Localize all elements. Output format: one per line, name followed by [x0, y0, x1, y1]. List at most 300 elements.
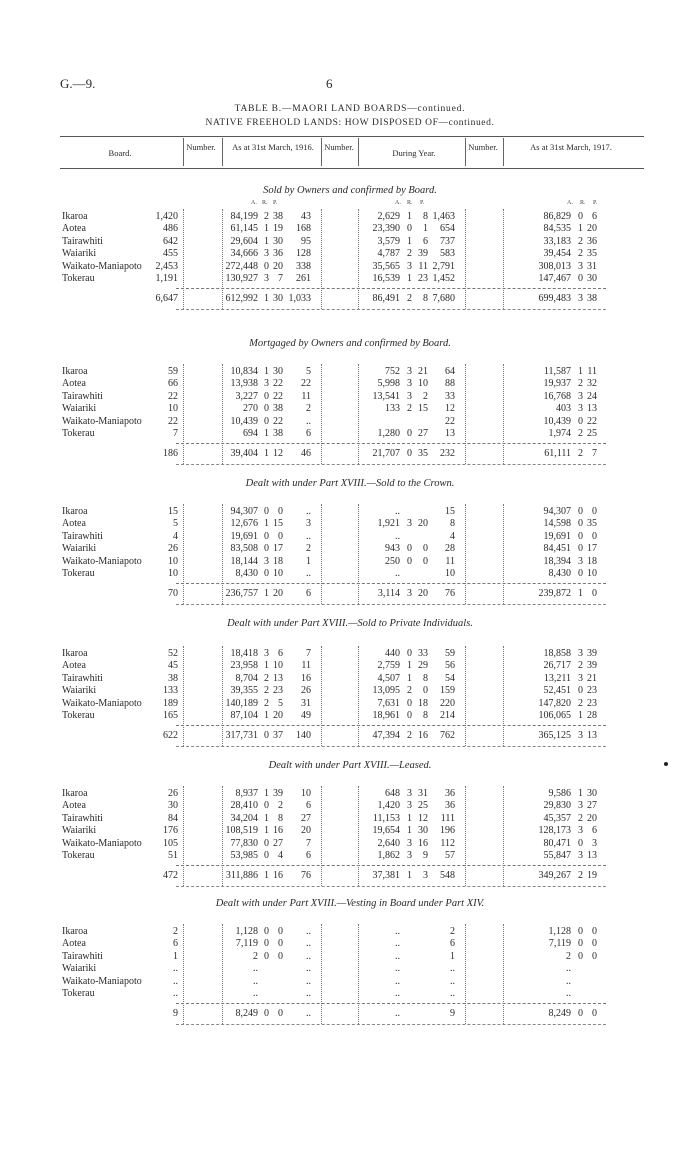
table-row: [0, 951, 700, 963]
table-cell: 11: [301, 390, 311, 402]
column-divider: [321, 209, 322, 309]
total-cell: 762: [440, 730, 455, 742]
board-name: Tokerau: [62, 568, 95, 579]
table-cell: 0: [407, 555, 412, 567]
board-name: Ikaroa: [62, 506, 88, 517]
table-cell: 43: [301, 211, 311, 222]
table-cell: ..: [306, 975, 311, 987]
table-cell: 53,985: [230, 850, 258, 861]
total-cell: 3: [423, 870, 428, 882]
total-cell: 86,491: [372, 293, 400, 305]
table-cell: 1,452: [432, 273, 455, 284]
total-cell: 38: [587, 293, 597, 305]
total-cell: 239,872: [538, 588, 571, 600]
total-cell: 1: [264, 588, 269, 600]
table-cell: 3,227: [235, 390, 258, 402]
total-row: [0, 293, 700, 305]
column-divider: [465, 646, 466, 746]
table-cell: 147,820: [538, 697, 571, 709]
table-cell: 38: [273, 211, 283, 222]
area-unit-label: A.: [395, 200, 401, 206]
table-cell: 34,204: [230, 812, 258, 824]
table-cell: 6: [592, 825, 597, 837]
table-cell: 45,357: [543, 812, 571, 824]
table-cell: 61,145: [230, 223, 258, 235]
table-cell: 23: [587, 685, 597, 697]
table-row: [0, 698, 700, 710]
column-divider: [183, 786, 184, 886]
table-cell: 22: [301, 378, 311, 390]
column-divider: [465, 504, 466, 604]
table-cell: 39: [587, 648, 597, 659]
table-cell: 54: [445, 672, 455, 684]
table-cell: 84,199: [230, 211, 258, 222]
table-cell: 220: [440, 697, 455, 709]
table-cell: 38: [168, 672, 178, 684]
board-name: Waikato-Maniapoto: [62, 697, 142, 709]
table-cell: 87,104: [230, 710, 258, 721]
table-cell: 45: [168, 660, 178, 672]
column-header-board: Board.: [108, 148, 132, 158]
table-cell: 18,858: [543, 648, 571, 659]
total-cell: 70: [168, 588, 178, 600]
table-cell: 1,128: [235, 926, 258, 937]
table-cell: 2,759: [377, 660, 400, 672]
column-divider: [465, 364, 466, 464]
table-cell: 0: [264, 837, 269, 849]
table-cell: 338: [296, 260, 311, 272]
table-cell: 0: [592, 530, 597, 542]
table-cell: 0: [264, 415, 269, 427]
board-name: Tokerau: [62, 428, 95, 439]
board-name: Tokerau: [62, 988, 95, 999]
total-cell: 46: [301, 448, 311, 460]
table-cell: 23: [273, 685, 283, 697]
total-cell: 472: [163, 870, 178, 882]
table-row: [0, 963, 700, 975]
table-cell: 2: [578, 428, 583, 439]
table-cell: 1: [450, 950, 455, 962]
header-bottom-rule: [60, 168, 644, 169]
table-cell: 3: [578, 648, 583, 659]
total-cell: 236,757: [225, 588, 258, 600]
table-cell: ..: [306, 926, 311, 937]
total-cell: 3: [578, 293, 583, 305]
table-cell: 39,355: [230, 685, 258, 697]
table-cell: 11: [301, 660, 311, 672]
scan-speck: [664, 762, 668, 766]
table-cell: 1,420: [377, 800, 400, 812]
table-cell: 106,065: [538, 710, 571, 721]
table-cell: 36: [587, 235, 597, 247]
table-cell: 128: [296, 248, 311, 260]
table-cell: 29: [418, 660, 428, 672]
table-cell: 13: [273, 672, 283, 684]
column-header-number-during: Number.: [324, 142, 354, 152]
table-cell: 270: [243, 403, 258, 415]
total-cell: 1: [264, 870, 269, 882]
table-cell: 0: [423, 543, 428, 555]
table-cell: 64: [445, 366, 455, 377]
total-cell: 1: [264, 293, 269, 305]
column-divider: [503, 364, 504, 464]
table-cell: 31: [418, 788, 428, 799]
table-cell: 35: [587, 518, 597, 530]
table-cell: 19,937: [543, 378, 571, 390]
total-rule: [176, 865, 606, 866]
table-cell: 6: [592, 211, 597, 222]
table-cell: 0: [578, 273, 583, 284]
table-cell: ..: [306, 530, 311, 542]
total-rule: [176, 1003, 606, 1004]
total-cell: 3,114: [377, 588, 400, 600]
table-cell: 13,938: [230, 378, 258, 390]
table-cell: 84,535: [543, 223, 571, 235]
table-cell: 11: [418, 260, 428, 272]
table-cell: 486: [163, 223, 178, 235]
table-cell: 108,519: [225, 825, 258, 837]
table-cell: 35: [587, 248, 597, 260]
total-cell: 0: [264, 1008, 269, 1020]
table-cell: 0: [578, 415, 583, 427]
total-cell: 13: [587, 730, 597, 742]
table-cell: 8: [423, 710, 428, 721]
table-row: [0, 416, 700, 428]
column-divider: [222, 364, 223, 464]
total-cell: 20: [273, 588, 283, 600]
table-cell: ..: [395, 988, 400, 999]
table-cell: 18: [418, 697, 428, 709]
total-cell: 7: [592, 448, 597, 460]
board-name: Waiariki: [62, 825, 97, 837]
table-cell: 16: [301, 672, 311, 684]
table-row: [0, 531, 700, 543]
table-cell: ..: [566, 975, 571, 987]
column-divider: [183, 504, 184, 604]
total-cell: 2: [578, 870, 583, 882]
total-cell: 1: [407, 870, 412, 882]
table-row: [0, 261, 700, 273]
table-cell: 33: [418, 648, 428, 659]
column-divider: [358, 646, 359, 746]
table-cell: 29,604: [230, 235, 258, 247]
table-cell: 3: [264, 248, 269, 260]
table-cell: 0: [578, 926, 583, 937]
total-cell: ..: [395, 1008, 400, 1020]
table-row: [0, 710, 700, 722]
table-cell: 8: [278, 812, 283, 824]
table-cell: 0: [423, 555, 428, 567]
table-cell: 17: [273, 543, 283, 555]
table-cell: 0: [407, 223, 412, 235]
total-cell: 0: [592, 588, 597, 600]
table-cell: 28: [587, 710, 597, 721]
table-cell: 165: [163, 710, 178, 721]
table-row: [0, 543, 700, 555]
board-name: Waikato-Maniapoto: [62, 260, 142, 272]
total-row: [0, 448, 700, 460]
area-unit-label: R.: [580, 200, 586, 206]
table-cell: 36: [445, 788, 455, 799]
table-cell: 403: [556, 403, 571, 415]
table-cell: 2: [264, 672, 269, 684]
table-cell: 13: [587, 403, 597, 415]
total-cell: 0: [278, 1008, 283, 1020]
table-cell: 38: [273, 428, 283, 439]
table-cell: 25: [418, 800, 428, 812]
total-cell: 317,731: [225, 730, 258, 742]
table-cell: 1: [264, 812, 269, 824]
table-cell: ..: [253, 975, 258, 987]
table-cell: 2: [578, 235, 583, 247]
table-cell: 2: [407, 403, 412, 415]
table-cell: 13,095: [372, 685, 400, 697]
table-cell: 12: [418, 812, 428, 824]
table-cell: 250: [385, 555, 400, 567]
total-cell: 232: [440, 448, 455, 460]
table-cell: 1: [407, 812, 412, 824]
total-cell: 76: [445, 588, 455, 600]
table-cell: 2: [264, 685, 269, 697]
column-header-number-1916: Number.: [186, 142, 216, 152]
table-cell: 30: [273, 235, 283, 247]
table-cell: 0: [278, 530, 283, 542]
board-name: Aotea: [62, 660, 86, 672]
table-cell: 1,128: [548, 926, 571, 937]
header-divider: [222, 138, 223, 166]
column-divider: [321, 646, 322, 746]
board-name: Ikaroa: [62, 211, 88, 222]
table-cell: 2,791: [432, 260, 455, 272]
section-bottom-rule: [176, 886, 606, 887]
table-cell: 7: [173, 428, 178, 439]
table-cell: 39: [418, 248, 428, 260]
table-cell: 0: [278, 950, 283, 962]
board-name: Ikaroa: [62, 788, 88, 799]
total-cell: 2: [407, 293, 412, 305]
table-cell: 38: [273, 403, 283, 415]
table-cell: ..: [450, 988, 455, 999]
table-cell: ..: [306, 506, 311, 517]
table-cell: 2: [578, 660, 583, 672]
table-cell: 3: [578, 850, 583, 861]
table-cell: 2,629: [377, 211, 400, 222]
table-cell: 10: [273, 568, 283, 579]
table-cell: 8,430: [548, 568, 571, 579]
table-cell: 11: [445, 555, 455, 567]
board-name: Ikaroa: [62, 648, 88, 659]
table-cell: 0: [592, 950, 597, 962]
area-unit-label: P.: [593, 200, 598, 206]
total-cell: 699,483: [538, 293, 571, 305]
table-cell: ..: [395, 506, 400, 517]
table-cell: ..: [253, 963, 258, 975]
table-cell: 29,830: [543, 800, 571, 812]
table-cell: 1: [407, 273, 412, 284]
total-cell: 6,647: [155, 293, 178, 305]
section-title: Sold by Owners and confirmed by Board.: [263, 185, 437, 196]
table-cell: 11,153: [372, 812, 400, 824]
table-row: [0, 518, 700, 530]
area-unit-label: P.: [273, 200, 278, 206]
table-cell: 9,586: [548, 788, 571, 799]
table-cell: 19,691: [543, 530, 571, 542]
section-title: Dealt with under Part XVIII.—Leased.: [268, 760, 432, 771]
table-row: [0, 403, 700, 415]
table-cell: 2: [306, 543, 311, 555]
table-cell: 1: [264, 660, 269, 672]
table-cell: 0: [578, 543, 583, 555]
section-bottom-rule: [176, 309, 606, 310]
table-cell: 3: [578, 390, 583, 402]
table-cell: 7: [306, 837, 311, 849]
header-divider: [183, 138, 184, 166]
table-cell: 31: [587, 260, 597, 272]
table-cell: 5: [306, 366, 311, 377]
table-row: [0, 366, 700, 378]
column-divider: [503, 786, 504, 886]
table-cell: 752: [385, 366, 400, 377]
table-cell: 20: [273, 710, 283, 721]
table-cell: 10: [301, 788, 311, 799]
table-cell: ..: [395, 950, 400, 962]
board-name: Tairawhiti: [62, 672, 103, 684]
table-cell: 3: [407, 837, 412, 849]
column-divider: [358, 504, 359, 604]
table-cell: 1: [264, 366, 269, 377]
column-divider: [465, 786, 466, 886]
table-cell: 31: [301, 697, 311, 709]
table-cell: 13,211: [543, 672, 571, 684]
table-cell: 0: [578, 506, 583, 517]
table-cell: 2,640: [377, 837, 400, 849]
table-cell: 3: [407, 518, 412, 530]
table-cell: 0: [423, 685, 428, 697]
table-cell: 3: [407, 260, 412, 272]
table-cell: 0: [592, 926, 597, 937]
header-divider: [465, 138, 466, 166]
table-cell: 15: [168, 506, 178, 517]
table-cell: 1: [407, 672, 412, 684]
total-cell: 548: [440, 870, 455, 882]
table-cell: 3: [578, 555, 583, 567]
table-cell: 3: [264, 378, 269, 390]
table-cell: 0: [592, 938, 597, 950]
table-cell: 11,587: [543, 366, 571, 377]
total-cell: 1: [578, 588, 583, 600]
total-cell: 0: [407, 448, 412, 460]
column-divider: [183, 646, 184, 746]
total-cell: 37: [273, 730, 283, 742]
total-cell: 30: [273, 293, 283, 305]
table-cell: 3: [407, 788, 412, 799]
table-row: [0, 568, 700, 580]
table-row: [0, 660, 700, 672]
table-cell: 0: [407, 697, 412, 709]
table-cell: 20: [587, 223, 597, 235]
table-cell: 59: [445, 648, 455, 659]
table-cell: 18,418: [230, 648, 258, 659]
table-cell: 2: [264, 697, 269, 709]
board-name: Tairawhiti: [62, 530, 103, 542]
table-cell: 18,961: [372, 710, 400, 721]
table-row: [0, 988, 700, 1000]
total-cell: 622: [163, 730, 178, 742]
table-cell: 36: [445, 800, 455, 812]
section-title: Mortgaged by Owners and confirmed by Board.: [249, 338, 451, 349]
total-cell: 12: [273, 448, 283, 460]
table-cell: 35,565: [372, 260, 400, 272]
area-unit-label: R.: [262, 200, 268, 206]
table-cell: 168: [296, 223, 311, 235]
table-cell: 694: [243, 428, 258, 439]
column-divider: [222, 504, 223, 604]
table-cell: 3: [306, 518, 311, 530]
table-cell: 51: [168, 850, 178, 861]
table-cell: 26: [168, 543, 178, 555]
table-cell: 0: [578, 950, 583, 962]
table-cell: ..: [395, 963, 400, 975]
table-cell: 84: [168, 812, 178, 824]
header-divider: [358, 138, 359, 166]
table-cell: 20: [418, 518, 428, 530]
table-cell: 2: [578, 697, 583, 709]
table-cell: 0: [592, 506, 597, 517]
table-cell: 4: [278, 850, 283, 861]
table-cell: 648: [385, 788, 400, 799]
column-divider: [222, 646, 223, 746]
table-cell: 7: [278, 273, 283, 284]
table-cell: 80,471: [543, 837, 571, 849]
table-cell: 189: [163, 697, 178, 709]
column-divider: [503, 504, 504, 604]
table-cell: 22: [587, 415, 597, 427]
table-cell: 0: [578, 211, 583, 222]
table-cell: 0: [264, 938, 269, 950]
table-cell: 1: [407, 660, 412, 672]
table-cell: 0: [278, 938, 283, 950]
table-cell: 308,013: [538, 260, 571, 272]
table-row: [0, 838, 700, 850]
table-cell: 20: [587, 812, 597, 824]
table-cell: 0: [264, 543, 269, 555]
section-title: Dealt with under Part XVIII.—Sold to Private Individuals.: [227, 618, 473, 629]
header-divider: [321, 138, 322, 166]
table-cell: 19,654: [372, 825, 400, 837]
table-cell: 33: [445, 390, 455, 402]
table-cell: 0: [264, 530, 269, 542]
total-cell: 8,249: [548, 1008, 571, 1020]
column-divider: [183, 209, 184, 309]
total-rule: [176, 725, 606, 726]
table-cell: 1: [173, 950, 178, 962]
table-cell: 1,921: [377, 518, 400, 530]
column-divider: [222, 786, 223, 886]
table-cell: 30: [418, 825, 428, 837]
table-cell: 214: [440, 710, 455, 721]
area-unit-label: A.: [567, 200, 573, 206]
column-divider: [222, 209, 223, 309]
table-cell: 30: [587, 788, 597, 799]
table-cell: 52: [168, 648, 178, 659]
table-cell: 0: [407, 710, 412, 721]
table-cell: 94,307: [543, 506, 571, 517]
table-cell: 128,173: [538, 825, 571, 837]
table-row: [0, 248, 700, 260]
table-cell: 105: [163, 837, 178, 849]
table-cell: 3: [592, 837, 597, 849]
table-cell: 1,191: [155, 273, 178, 284]
